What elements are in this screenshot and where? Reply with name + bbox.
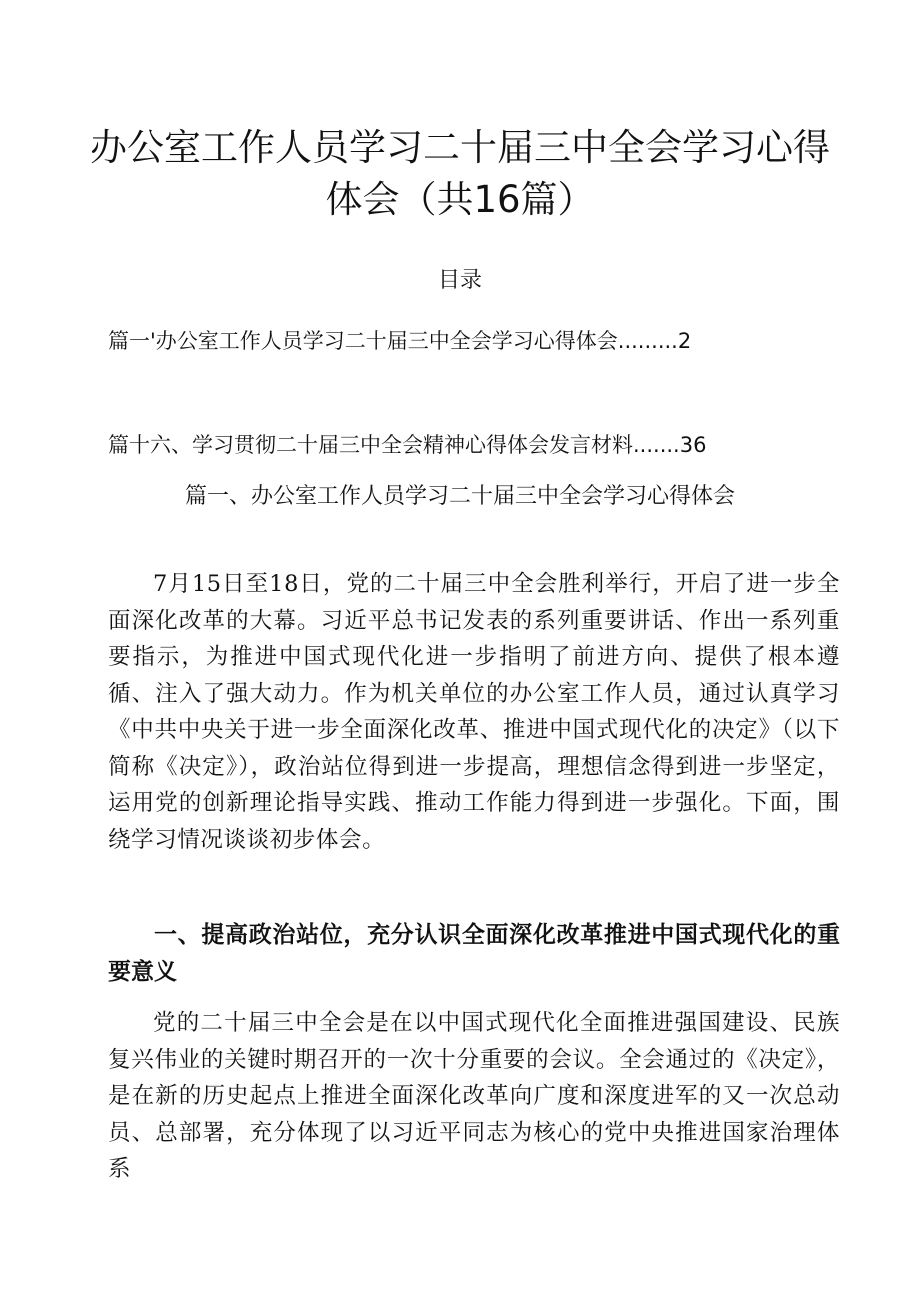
toc-entry-16[interactable]: 篇十六、学习贯彻二十届三中全会精神心得体会发言材料.......36 — [108, 433, 707, 457]
document-title-line-1: 办公室工作人员学习二十届三中全会学习心得 — [90, 126, 830, 169]
body-paragraph-1: 7月15日至18日，党的二十届三中全会胜利举行，开启了进一步全面深化改革的大幕。习近平总书记发表的系列重要讲话、作出一系列重要指示，为推进中国式现代化进一步指明了前进方向、提供了根本遵循、注入了强大动力。作为机关单位的办公室工作人员，通过认真学习《中共中央关于进一步全面深化改革、推进中国式现代化的决定》（以下简称《决定》），政治站位得到进一步提高，理想信念得到进一步坚定，运用党的创新理论指导实践、推动工作能力得到进一步强化。下面，围绕学习情况谈谈初步体会。 — [108, 571, 840, 853]
toc-entry-1[interactable]: 篇一'办公室工作人员学习二十届三中全会学习心得体会.........2 — [108, 329, 692, 353]
document-title — [80, 122, 840, 226]
toc-heading: 目录 — [437, 268, 482, 293]
document-title-line-2: 体会（共16篇） — [325, 178, 595, 221]
section-heading-1: 一、提高政治站位，充分认识全面深化改革推进中国式现代化的重要意义 — [108, 922, 840, 985]
body-paragraph-2: 党的二十届三中全会是在以中国式现代化全面推进强国建设、民族复兴伟业的关键时期召开的一次十分重要的会议。全会通过的《决定》，是在新的历史起点上推进全面深化改革向广度和深度进军的又一次总动员、总部署，充分体现了以习近平同志为核心的党中央推进国家治理体系 — [108, 1010, 840, 1182]
article-heading: 篇一、办公室工作人员学习二十届三中全会学习心得体会 — [184, 484, 735, 509]
